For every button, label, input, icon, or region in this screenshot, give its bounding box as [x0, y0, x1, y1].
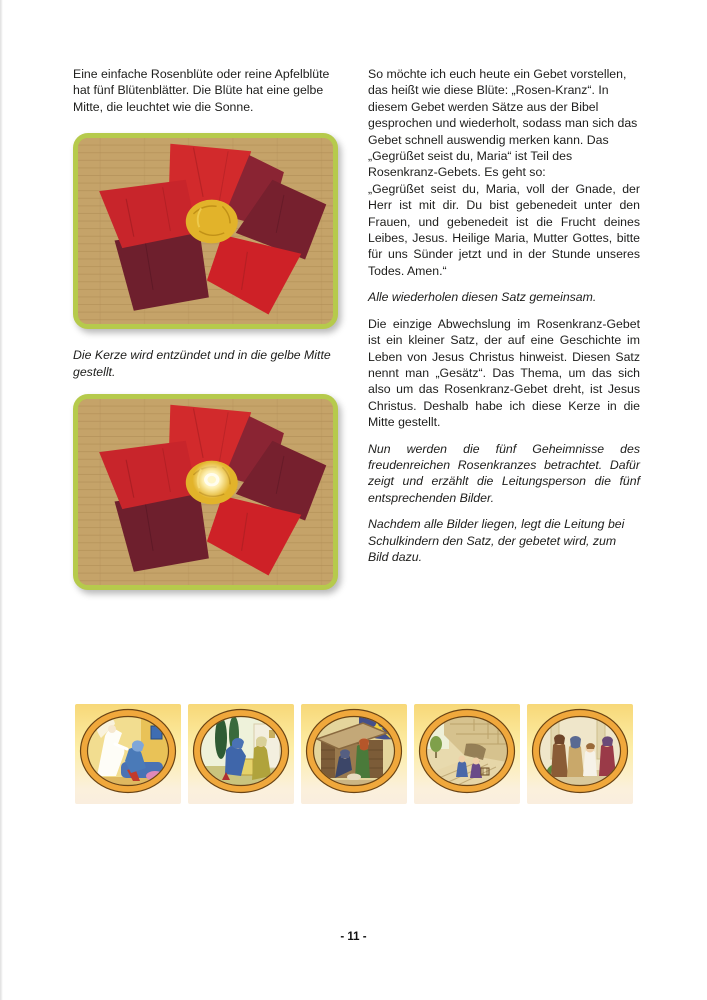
direction-repeat: Alle wiederholen diesen Satz gemeinsam. — [368, 290, 597, 305]
direction-schoolkids: Nachdem alle Bilder liegen, legt die Leitung bei Schulkindern den Satz, der gebetet wird, zum Bild dazu. — [368, 517, 625, 564]
page-number: - 11 - — [340, 931, 367, 943]
visitation-illustration — [188, 704, 294, 804]
right-column — [368, 66, 640, 575]
annunciation-illustration — [75, 704, 181, 804]
joyful-mysteries-row — [75, 704, 633, 804]
cloth-rose-flower-photo — [73, 133, 338, 329]
rosary-intro-paragraph: So möchte ich euch heute ein Gebet vorstellen, das heißt wie diese Blüte: „Rosen-Kranz“. In diesem Gebet werden Sätze aus der Bibel gesprochen und wiederholt, sodass man sich das Gebet schnell auswendig merken kann. Das „Gegrüßet seist du, Maria“ ist Teil des Rosenkranz-Gebets. Es geht so: — [368, 67, 638, 180]
page-left-edge — [0, 0, 3, 1000]
finding-in-temple-illustration — [527, 704, 633, 804]
left-column — [73, 66, 346, 590]
hail-mary-prayer: „Gegrüßet seist du, Maria, voll der Gnade, der Herr ist mit dir. Du bist gebenedeit unter den Frauen, und gebenedeit ist die Frucht deines Leibes, Jesus. Heilige Maria, Mutter Gottes, bitte für uns Sünder jetzt und in der Stunde unseres Todes. Amen.“ — [368, 181, 640, 278]
cloth-rose-flower-candle-photo — [73, 394, 338, 590]
nativity-illustration — [301, 704, 407, 804]
cloth-rose-flower-illustration — [78, 138, 333, 324]
gesaetz-paragraph: Die einzige Abwechslung im Rosenkranz-Gebet ist ein kleiner Satz, der auf eine Geschichte im Leben von Jesus Christus hinweist. Diesen Satz nennt man „Gesätz“. Das Thema, um das sich also um das Rosenkranz-Gebet dreht, ist Jesus Christus. Deshalb habe ich diese Kerze in die Mitte gestellt. — [368, 316, 640, 430]
cloth-rose-candle-illustration — [78, 399, 333, 585]
intro-paragraph: Eine einfache Rosenblüte oder reine Apfelblüte hat fünf Blütenblätter. Die Blüte hat eine gelbe Mitte, die leuchtet wie die Sonne. — [73, 67, 330, 114]
presentation-temple-illustration — [414, 704, 520, 804]
candle-caption: Die Kerze wird entzündet und in die gelbe Mitte gestellt. — [73, 348, 331, 379]
direction-mysteries: Nun werden die fünf Geheimnisse des freudenreichen Rosenkranzes betrachtet. Dafür zeigt und erzählt die Leitungsperson die fünf entsprechenden Bilder. — [368, 441, 640, 505]
